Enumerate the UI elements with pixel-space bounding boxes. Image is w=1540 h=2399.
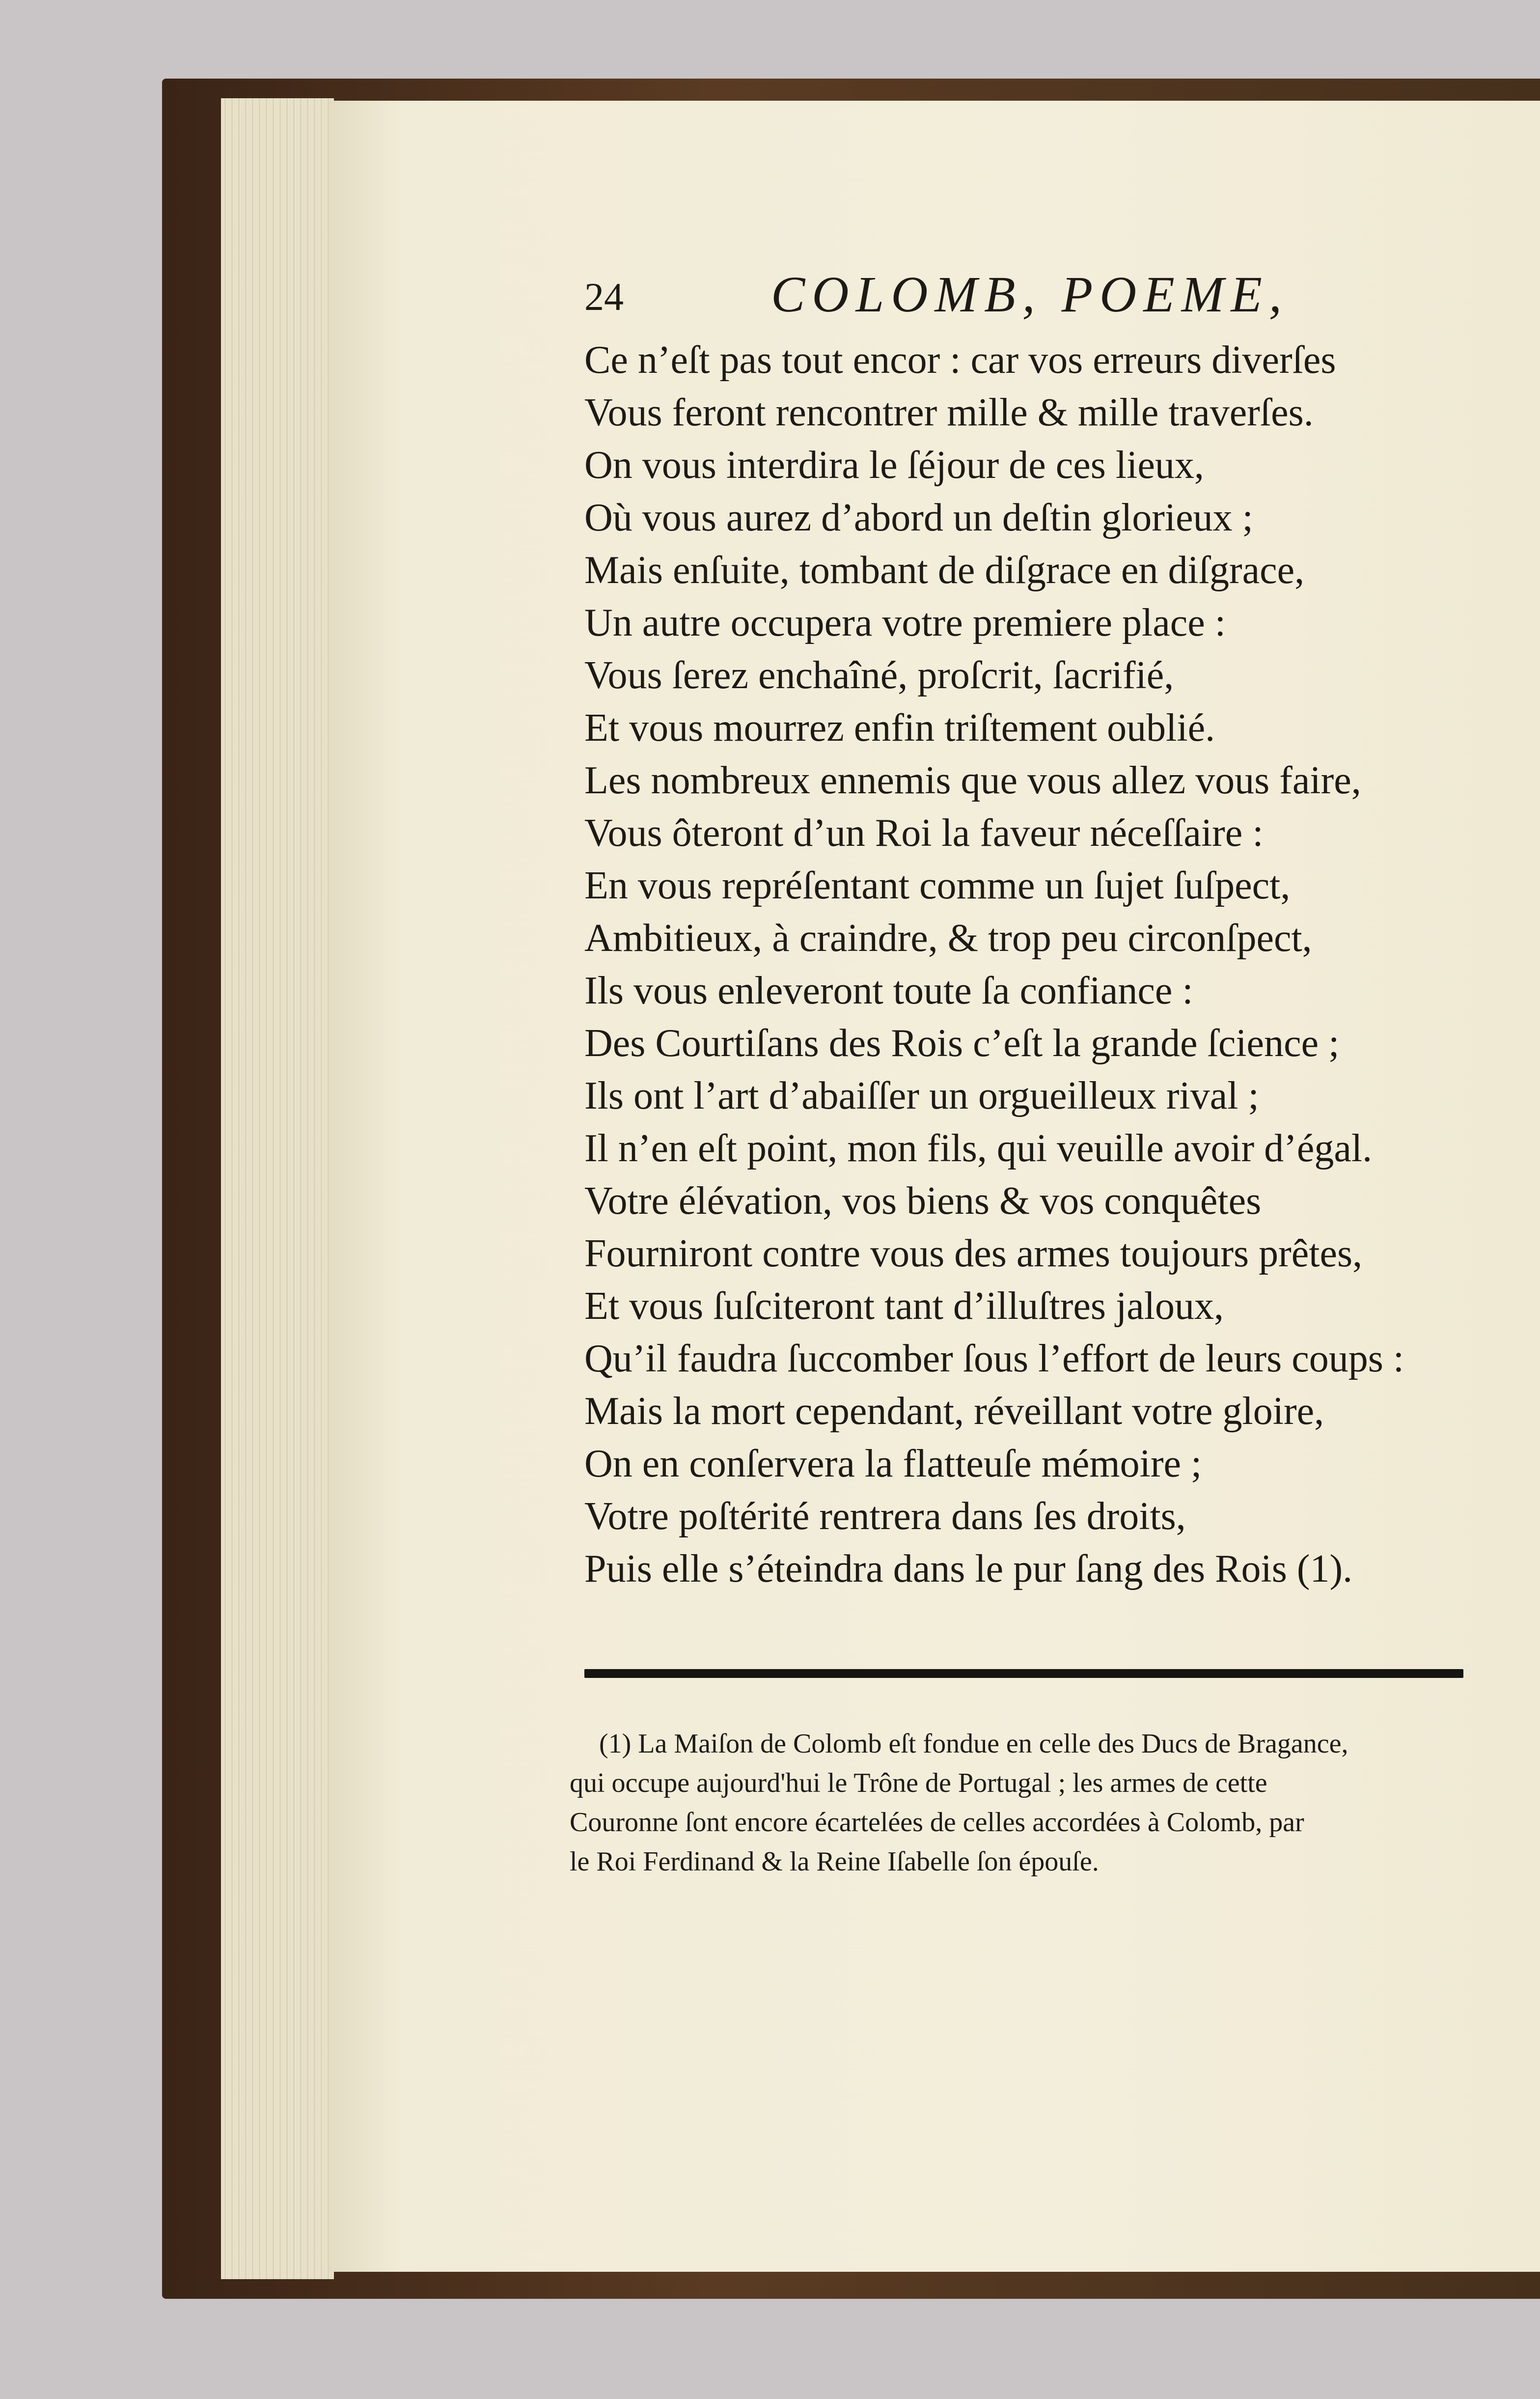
footnote-line: qui occupe aujourd'hui le Trône de Portugal ; les armes de cette [570, 1768, 1267, 1798]
footnote [570, 1724, 1498, 1881]
footnote-line: Couronne ſont encore écartelées de celles accordées à Colomb, par [570, 1807, 1304, 1838]
verse-line: Il n’en eſt point, mon fils, qui veuille avoir d’égal. [584, 1127, 1373, 1170]
verse-line: Fourniront contre vous des armes toujours prêtes, [584, 1232, 1363, 1275]
verse-block [584, 334, 1498, 1595]
verse-line: Et vous mourrez enfin triſtement oublié. [584, 706, 1215, 750]
verse-line: Votre poſtérité rentrera dans ſes droits, [584, 1495, 1186, 1538]
footnote-separator-rule [584, 1669, 1463, 1678]
verse-line: Et vous ſuſciteront tant d’illuſtres jaloux, [584, 1284, 1224, 1328]
verse-line: Puis elle s’éteindra dans le pur ſang des Rois (1). [584, 1547, 1353, 1590]
running-head: COLOMB, POEME, [771, 266, 1289, 323]
verse-line: Les nombreux ennemis que vous allez vous faire, [584, 759, 1361, 802]
verse-line: Un autre occupera votre premiere place : [584, 601, 1226, 644]
verse-line: Mais la mort cependant, réveillant votre gloire, [584, 1390, 1324, 1433]
verse-line: On en conſervera la flatteuſe mémoire ; [584, 1442, 1202, 1485]
verse-line: Vous feront rencontrer mille & mille traverſes. [584, 391, 1314, 434]
page-edges [221, 98, 334, 2279]
page-header [584, 265, 1370, 339]
verse-line: Votre élévation, vos biens & vos conquêtes [584, 1179, 1262, 1223]
verse-line: Des Courtiſans des Rois c’eſt la grande ſcience ; [584, 1022, 1340, 1065]
verse-line: Ambitieux, à craindre, & trop peu circonſpect, [584, 917, 1312, 960]
verse-line: On vous interdira le ſéjour de ces lieux, [584, 444, 1204, 487]
verse-line: Où vous aurez d’abord un deſtin glorieux ; [584, 496, 1253, 539]
page-number: 24 [584, 276, 624, 319]
verse-line: Vous ôteront d’un Roi la faveur néceſſaire : [584, 811, 1264, 855]
verse-line: Vous ſerez enchaîné, proſcrit, ſacrifié, [584, 654, 1174, 697]
footnote-line: le Roi Ferdinand & la Reine Iſabelle ſon épouſe. [570, 1846, 1099, 1877]
verse-line: Mais enſuite, tombant de diſgrace en diſgrace, [584, 549, 1305, 592]
verse-line: En vous repréſentant comme un ſujet ſuſpect, [584, 864, 1291, 907]
verse-line: Ils vous enleveront toute ſa confiance : [584, 969, 1193, 1012]
footnote-line: (1) La Maiſon de Colomb eſt fondue en celle des Ducs de Bragance, [599, 1729, 1348, 1759]
verse-line: Ce n’eſt pas tout encor : car vos erreurs diverſes [584, 338, 1336, 382]
verse-line: Ils ont l’art d’abaiſſer un orgueilleux rival ; [584, 1074, 1259, 1117]
verse-line: Qu’il faudra ſuccomber ſous l’effort de leurs coups : [584, 1337, 1404, 1380]
